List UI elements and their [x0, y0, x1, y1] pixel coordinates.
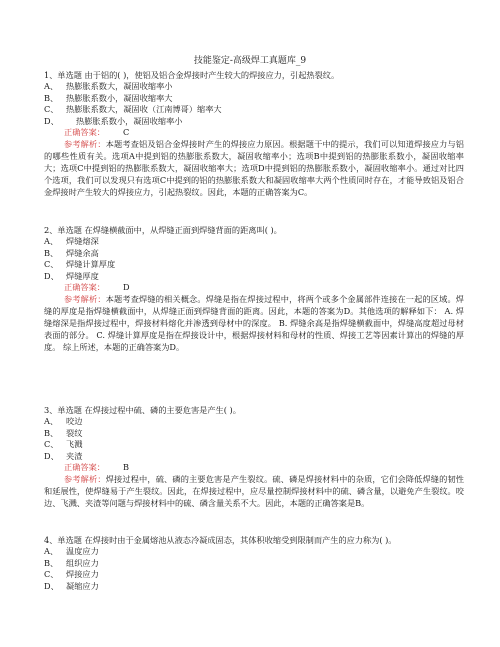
option-a: A、 温度应力	[44, 546, 99, 556]
question-3	[44, 405, 464, 509]
question-1	[44, 70, 464, 198]
option-b: B、 热膨胀系数小，凝固收缩率大	[44, 92, 173, 103]
option-c: C、 焊接应力	[44, 569, 99, 579]
question-stem: 4、单选题 在焊接时由于金属熔池从液态冷凝成固态，其体积收缩受到限制而产生的应力称为( )。	[44, 535, 397, 545]
explanation-text: 本题考查铝及铝合金焊接时产生的焊接应力原因。根据题干中的提示，我们可以知道焊接应力与铝的哪些性质有关。选项A中提到铝的热膨胀系数大，凝固收缩率小；选项B中提到铝的热膨胀系数小，凝固收缩率大；选项C中提到铝的热膨胀系数大，凝固收缩率大；选项D中提到铝的热膨胀系数小，凝固收缩率小。通过对比四个选项，我们可以发现只有选项C中提到的铝的热膨胀系数大和凝固收缩率大两个性质同时存在，才能导致铝及铝合金焊接时产生较大的焊接应力，引起热裂纹。因此，本题的正确答案为C。	[44, 139, 464, 197]
option-a: A、 咬边	[44, 416, 83, 426]
option-c: C、 热膨胀系数大，凝固收（江南博哥）缩率大	[44, 104, 222, 114]
document-title: 技能鉴定-高级焊工真题库_9	[193, 56, 307, 66]
answer-value: D	[122, 282, 130, 292]
option-b: B、 焊缝余高	[44, 247, 99, 258]
option-d: D、 凝缩应力	[44, 580, 99, 591]
explanation: 参考解析：本题考查铝及铝合金焊接时产生的焊接应力原因。根据题干中的提示，我们可以知道焊接应力与铝的哪些性质有关。选项A中提到铝的热膨胀系数大，凝固收缩率小；选项B中提到铝的热膨胀系数小，凝固收缩率大；选项C中提到铝的热膨胀系数大，凝固收缩率大；选项D中提到铝的热膨胀系数小，凝固收缩率小。通过对比四个选项，我们可以发现只有选项C中提到的铝的热膨胀系数大和凝固收缩率大两个性质同时存在，才能导致铝及铝合金焊接时产生较大的焊接应力，引起热裂纹。因此，本题的正确答案为C。	[44, 139, 464, 197]
option-c: C、 飞溅	[44, 439, 83, 449]
option-a: A、 热膨胀系数大，凝固收缩率小	[44, 81, 173, 91]
question-stem: 2、单选题 在焊缝横截面中，从焊缝正面到焊缝背面的距离叫( )。	[44, 225, 282, 235]
option-d: D、 夹渣	[44, 450, 83, 461]
correct-answer: 正确答案： C	[64, 127, 130, 137]
correct-answer: 正确答案： B	[64, 462, 129, 472]
question-stem: 3、单选题 在焊接过程中硫、磷的主要危害是产生( )。	[44, 405, 241, 415]
explanation-text: 本题考查焊缝的相关概念。焊缝是指在焊接过程中，将两个或多个金属部件连接在一起的区域。焊缝的厚度是指焊缝横截面中，从焊缝正面到焊缝背面的距离。因此，本题的答案为D。其他选项的解释如下： A. 焊缝熔深是指焊接过程中，焊接材料熔化并渗透到母材中的深度。 B. 焊缝余高是指焊缝横截面中，焊缝高度超过母材表面的部分。 C. 焊缝计算厚度是指在焊接设计中，根据焊接材料和母材的性质、焊接工艺等因素计算出的焊缝的厚度。 综上所述，本题的正确答案为D。	[44, 294, 464, 352]
explanation: 参考解析：焊接过程中，硫、磷的主要危害是产生裂纹。硫、磷是焊接材料中的杂质，它们会降低焊缝的韧性和延展性，使焊缝易于产生裂纹。因此，在焊接过程中，应尽量控制焊接材料中的硫、磷含量，以避免产生裂纹。咬边、飞溅、夹渣等问题与焊接材料中的硫、磷含量关系不大。因此，本题的正确答案是B。	[44, 474, 464, 508]
explanation: 参考解析：本题考查焊缝的相关概念。焊缝是指在焊接过程中，将两个或多个金属部件连接在一起的区域。焊缝的厚度是指焊缝横截面中，从焊缝正面到焊缝背面的距离。因此，本题的答案为D。其他选项的解释如下： A. 焊缝熔深是指焊接过程中，焊接材料熔化并渗透到母材中的深度。 B. 焊缝余高是指焊缝横截面中，焊缝高度超过母材表面的部分。 C. 焊缝计算厚度是指在焊接设计中，根据焊接材料和母材的性质、焊接工艺等因素计算出的焊缝的厚度。 综上所述，本题的正确答案为D。	[44, 294, 464, 352]
option-d: D、 热膨胀系数小，凝固收缩率小	[44, 115, 183, 126]
option-c: C、 焊缝计算厚度	[44, 259, 116, 269]
answer-value: C	[122, 127, 130, 137]
option-b: B、 组织应力	[44, 557, 99, 568]
question-stem: 1、单选题 由于铝的( )，使铝及铝合金焊接时产生较大的焊接应力，引起热裂纹。	[44, 70, 340, 80]
question-4	[44, 535, 464, 592]
option-a: A、 焊缝熔深	[44, 236, 99, 246]
option-b: B、 裂纹	[44, 427, 83, 438]
question-2	[44, 225, 464, 353]
explanation-text: 焊接过程中，硫、磷的主要危害是产生裂纹。硫、磷是焊接材料中的杂质，它们会降低焊缝的韧性和延展性，使焊缝易于产生裂纹。因此，在焊接过程中，应尽量控制焊接材料中的硫、磷含量，以避免产生裂纹。咬边、飞溅、夹渣等问题与焊接材料中的硫、磷含量关系不大。因此，本题的正确答案是B。	[44, 474, 464, 508]
answer-value: B	[122, 462, 129, 472]
option-d: D、 焊缝厚度	[44, 270, 99, 281]
correct-answer: 正确答案： D	[64, 282, 130, 292]
